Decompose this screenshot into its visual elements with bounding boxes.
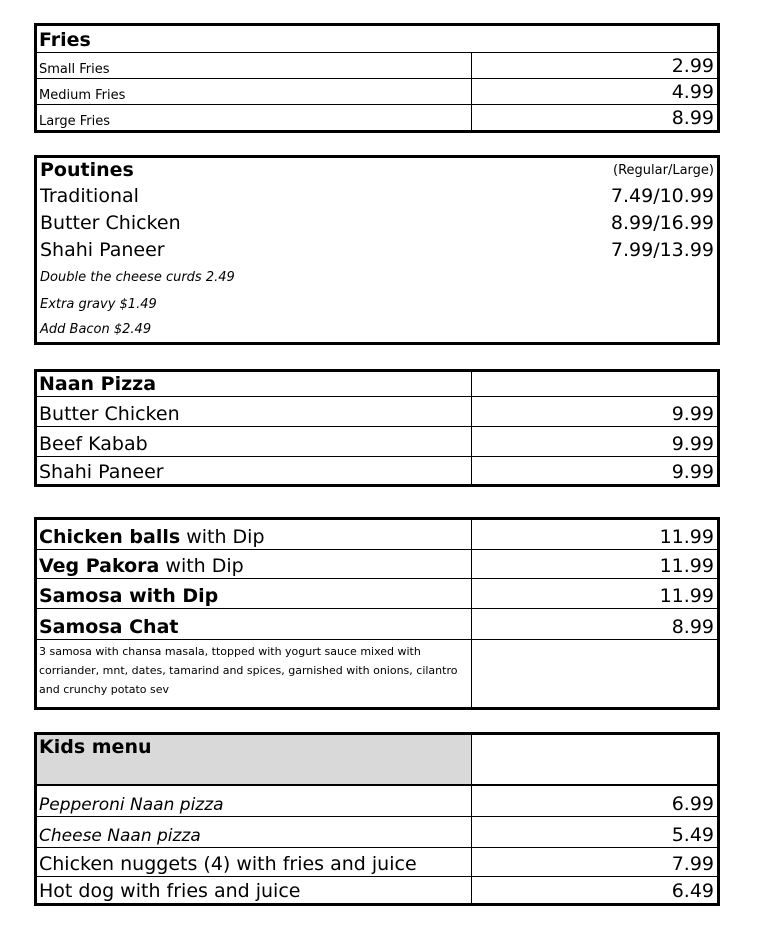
item-name: Chicken balls with Dip	[39, 526, 265, 548]
item-price: 2.99	[671, 55, 714, 77]
naan-pizza-header-row	[37, 372, 717, 397]
item-price: 9.99	[671, 461, 714, 483]
item-name: Small Fries	[39, 62, 110, 77]
poutine-extra: Double the cheese curds 2.49	[40, 270, 235, 285]
item-price: 11.99	[659, 526, 714, 548]
poutine-price: 8.99/16.99	[610, 212, 714, 234]
item-price: 11.99	[659, 585, 714, 607]
item-name: Medium Fries	[39, 88, 126, 103]
description-row	[37, 640, 717, 707]
poutine-extra: Extra gravy $1.49	[40, 297, 157, 312]
naan-pizza-title: Naan Pizza	[39, 373, 157, 395]
item-price: 11.99	[659, 555, 714, 577]
item-price: 4.99	[671, 81, 714, 103]
poutines-title: Poutines	[40, 159, 134, 181]
poutines-section	[34, 155, 720, 345]
item-name: Veg Pakora with Dip	[39, 555, 244, 577]
menu-item-row	[37, 817, 717, 848]
fries-title: Fries	[39, 29, 91, 51]
poutine-name: Butter Chicken	[40, 212, 181, 234]
menu-item-row	[37, 786, 717, 817]
item-price: 8.99	[671, 616, 714, 638]
poutine-name: Traditional	[40, 185, 139, 207]
menu-item-row	[37, 79, 717, 105]
kids-header-row	[37, 735, 717, 786]
item-name: Samosa Chat	[39, 616, 179, 638]
item-name: Cheese Naan pizza	[39, 826, 201, 846]
poutine-extra: Add Bacon $2.49	[40, 322, 152, 337]
menu-item-row	[37, 877, 717, 903]
item-name: Large Fries	[39, 114, 110, 129]
item-name: Hot dog with fries and juice	[39, 880, 301, 902]
item-price: 7.99	[671, 853, 714, 875]
menu-item-row	[37, 579, 717, 609]
menu-item-row	[37, 848, 717, 877]
item-price: 9.99	[671, 403, 714, 425]
item-description: 3 samosa with chansa masala, ttopped with yogurt sauce mixed with corriander, mnt, dates, tamarind and spices, garnished with onions, cilantro and crunchy potato sev	[39, 645, 458, 696]
menu-item-row	[37, 397, 717, 427]
fries-section	[34, 23, 720, 133]
size-note: (Regular/Large)	[613, 163, 714, 178]
menu-item-row	[37, 427, 717, 457]
snacks-section	[34, 517, 720, 710]
item-name: Beef Kabab	[39, 433, 148, 455]
item-price: 8.99	[671, 107, 714, 129]
poutine-price: 7.49/10.99	[610, 185, 714, 207]
item-price: 6.99	[671, 793, 714, 815]
menu-item-row	[37, 550, 717, 579]
item-name: Samosa with Dip	[39, 585, 219, 607]
item-name: Chicken nuggets (4) with fries and juice	[39, 853, 417, 875]
poutine-price: 7.99/13.99	[610, 239, 714, 261]
item-name: Shahi Paneer	[39, 461, 164, 483]
menu-item-row	[37, 520, 717, 550]
item-price: 5.49	[671, 824, 714, 846]
kids-menu-title: Kids menu	[39, 736, 152, 758]
menu-item-row	[37, 457, 717, 484]
menu-item-row	[37, 53, 717, 79]
item-name: Butter Chicken	[39, 403, 180, 425]
item-price: 9.99	[671, 433, 714, 455]
item-name: Pepperoni Naan pizza	[39, 795, 224, 815]
poutine-name: Shahi Paneer	[40, 239, 165, 261]
menu-item-row	[37, 105, 717, 130]
item-price: 6.49	[671, 880, 714, 902]
naan-pizza-section	[34, 369, 720, 487]
kids-menu-section	[34, 732, 720, 906]
fries-header-row	[37, 26, 717, 53]
menu-item-row	[37, 609, 717, 640]
